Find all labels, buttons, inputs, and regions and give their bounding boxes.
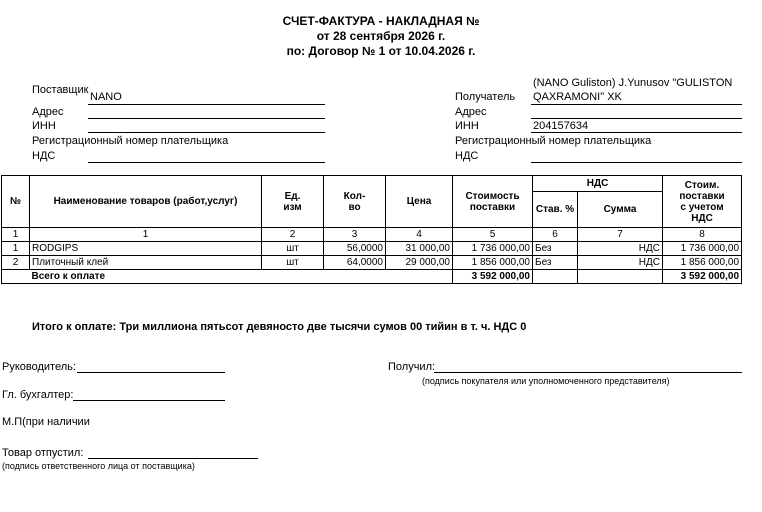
recipient-address-line bbox=[531, 118, 742, 119]
row-total: 1 736 000,00 bbox=[663, 242, 742, 256]
header-price: Цена bbox=[386, 176, 453, 228]
column-number-row bbox=[2, 228, 742, 242]
col-number: 1 bbox=[2, 228, 30, 242]
received-signature-label: Получил: bbox=[388, 361, 436, 373]
invoice-table bbox=[1, 175, 742, 284]
row-qty: 56,0000 bbox=[324, 242, 386, 256]
recipient-address-label: Адрес bbox=[455, 106, 487, 118]
col-number: 7 bbox=[578, 228, 663, 242]
row-vat-sum: НДС bbox=[578, 256, 663, 270]
row-unit: шт bbox=[262, 242, 324, 256]
row-vat-rate: Без bbox=[533, 242, 578, 256]
received-signature-note: (подпись покупателя или уполномоченного представителя) bbox=[422, 376, 670, 386]
header-name: Наименование товаров (работ,услуг) bbox=[30, 176, 262, 228]
header-no: № bbox=[2, 176, 30, 228]
col-number: 8 bbox=[663, 228, 742, 242]
supplier-address-line bbox=[88, 118, 325, 119]
supplier-name-line bbox=[88, 104, 325, 105]
table-row bbox=[2, 256, 742, 270]
recipient-name-line1: (NANO Guliston) J.Yunusov "GULISTON bbox=[533, 77, 733, 89]
supplier-vat-line bbox=[88, 162, 325, 163]
supplier-inn-label: ИНН bbox=[32, 120, 56, 132]
row-cost: 1 856 000,00 bbox=[453, 256, 533, 270]
row-vat-sum: НДС bbox=[578, 242, 663, 256]
col-number: 1 bbox=[30, 228, 262, 242]
header-unit: Ед. изм bbox=[262, 176, 324, 228]
header-vat-rate: Став. % bbox=[533, 192, 578, 228]
released-signature-line bbox=[88, 458, 258, 459]
recipient-vat-label: НДС bbox=[455, 150, 479, 162]
recipient-inn: 204157634 bbox=[533, 120, 589, 132]
recipient-vat-line bbox=[531, 162, 742, 163]
header-total: Стоим. поставки с учетом НДС bbox=[663, 176, 742, 228]
released-signature-note: (подпись ответственного лица от поставщика) bbox=[2, 461, 195, 471]
supplier-vat-label: НДС bbox=[32, 150, 56, 162]
row-qty: 64,0000 bbox=[324, 256, 386, 270]
head-signature-line bbox=[77, 372, 225, 373]
col-number: 3 bbox=[324, 228, 386, 242]
amount-in-words: Итого к оплате: Три миллиона пятьсот девяносто две тысячи сумов 00 тийин в т. ч. НДС 0 bbox=[32, 321, 527, 333]
released-signature-label: Товар отпустил: bbox=[2, 447, 84, 459]
recipient-name-line bbox=[531, 104, 742, 105]
row-no: 2 bbox=[2, 256, 30, 270]
row-name: Плиточный клей bbox=[30, 256, 262, 270]
row-no: 1 bbox=[2, 242, 30, 256]
total-sum: 3 592 000,00 bbox=[663, 270, 742, 284]
head-signature-label: Руководитель: bbox=[2, 361, 76, 373]
col-number: 6 bbox=[533, 228, 578, 242]
total-label: Всего к оплате bbox=[30, 270, 453, 284]
total-cost: 3 592 000,00 bbox=[453, 270, 533, 284]
supplier-label: Поставщик bbox=[32, 84, 89, 96]
document-contract: по: Договор № 1 от 10.04.2026 г. bbox=[286, 44, 476, 58]
received-signature-line bbox=[434, 372, 742, 373]
stamp-label: М.П(при наличии bbox=[2, 416, 90, 428]
row-cost: 1 736 000,00 bbox=[453, 242, 533, 256]
recipient-inn-label: ИНН bbox=[455, 120, 479, 132]
supplier-inn-line bbox=[88, 132, 325, 133]
recipient-name-line2: QAXRAMONI" XK bbox=[533, 91, 622, 103]
document-title: СЧЕТ-ФАКТУРА - НАКЛАДНАЯ № bbox=[282, 14, 480, 28]
header-cost: Стоимость поставки bbox=[453, 176, 533, 228]
col-number: 2 bbox=[262, 228, 324, 242]
row-name: RODGIPS bbox=[30, 242, 262, 256]
recipient-reg-label: Регистрационный номер плательщика bbox=[455, 135, 652, 147]
header-vat-sum: Сумма bbox=[578, 192, 663, 228]
recipient-label: Получатель bbox=[455, 91, 516, 103]
row-vat-rate: Без bbox=[533, 256, 578, 270]
col-number: 5 bbox=[453, 228, 533, 242]
row-total: 1 856 000,00 bbox=[663, 256, 742, 270]
header-vat: НДС bbox=[533, 176, 663, 192]
accountant-signature-line bbox=[73, 400, 225, 401]
supplier-address-label: Адрес bbox=[32, 106, 64, 118]
supplier-reg-label: Регистрационный номер плательщика bbox=[32, 135, 229, 147]
supplier-name: NANO bbox=[90, 91, 122, 103]
recipient-inn-line bbox=[531, 132, 742, 133]
total-row bbox=[2, 270, 742, 284]
accountant-signature-label: Гл. бухгалтер: bbox=[2, 389, 74, 401]
row-unit: шт bbox=[262, 256, 324, 270]
table-row bbox=[2, 242, 742, 256]
document-date: от 28 сентября 2026 г. bbox=[316, 29, 446, 43]
header-qty: Кол- во bbox=[324, 176, 386, 228]
col-number: 4 bbox=[386, 228, 453, 242]
row-price: 29 000,00 bbox=[386, 256, 453, 270]
row-price: 31 000,00 bbox=[386, 242, 453, 256]
